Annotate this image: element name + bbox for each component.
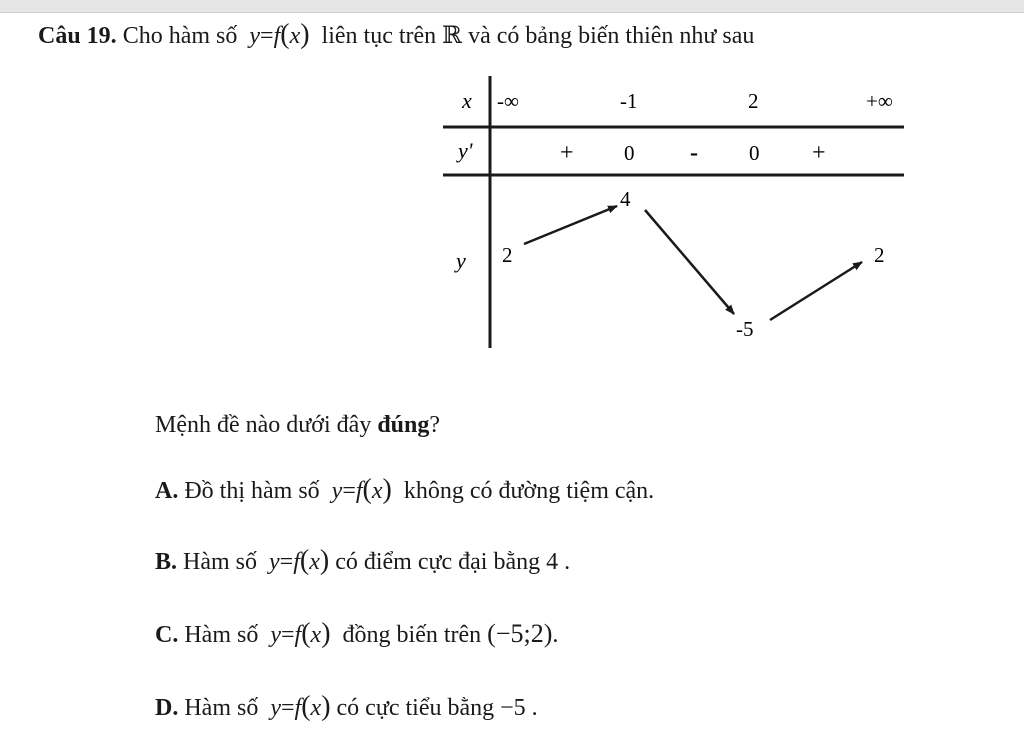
header-x: x <box>462 88 472 113</box>
option-a-text-2: không có đường tiệm cận. <box>403 478 655 504</box>
option-d-label: D. <box>155 695 179 721</box>
sign-plus-1: + <box>560 140 574 166</box>
y-value-left: 2 <box>502 243 513 267</box>
option-d-text-1: Hàm số <box>184 695 259 721</box>
option-a-label: A. <box>155 478 179 504</box>
option-c-interval: (−5;2) <box>487 619 553 648</box>
option-a-function: y=f(x) <box>331 474 392 505</box>
question-label: Câu 19. <box>38 23 117 49</box>
question-text-3: và có bảng biến thiên như sau <box>468 23 755 49</box>
option-d-text-2: có cực tiểu bằng −5 . <box>336 695 538 721</box>
increasing-arrow-1 <box>524 206 617 244</box>
option-b-function: y=f(x) <box>269 545 330 576</box>
prompt-bold: đúng <box>377 412 430 438</box>
y-value-max: 4 <box>620 187 631 211</box>
y-value-right: 2 <box>874 243 885 267</box>
header-y-prime: y' <box>458 138 473 163</box>
option-c[interactable] <box>155 619 558 650</box>
sign-zero-1: 0 <box>624 141 635 165</box>
increasing-arrow-2 <box>770 262 862 320</box>
question-text-1: Cho hàm số <box>122 23 238 49</box>
option-b-text-2: có điểm cực đại bằng 4 . <box>335 549 571 575</box>
option-c-end: . <box>552 622 559 648</box>
prompt-text-2: ? <box>429 412 441 438</box>
question-text-2: liên tục trên <box>321 23 437 49</box>
header-y: y <box>456 248 466 273</box>
option-d-function: y=f(x) <box>270 691 331 722</box>
option-c-text-2: đồng biến trên <box>342 622 482 648</box>
option-a[interactable] <box>155 475 654 506</box>
decreasing-arrow <box>645 210 734 314</box>
option-b[interactable] <box>155 546 570 577</box>
sign-plus-2: + <box>812 140 826 166</box>
function-expression: y=f(x) <box>249 19 310 50</box>
option-b-text-1: Hàm số <box>183 549 258 575</box>
x-value-two: 2 <box>748 89 759 113</box>
option-c-function: y=f(x) <box>270 618 331 649</box>
sign-zero-2: 0 <box>749 141 760 165</box>
x-value-neg-one: -1 <box>620 89 638 113</box>
option-a-text-1: Đồ thị hàm số <box>184 478 320 504</box>
prompt-text-1: Mệnh đề nào dưới đây <box>155 412 372 438</box>
x-value-pos-infinity: +∞ <box>866 89 893 113</box>
option-b-label: B. <box>155 549 178 575</box>
option-c-text-1: Hàm số <box>184 622 259 648</box>
real-set-symbol: ℝ <box>442 23 463 49</box>
y-value-min: -5 <box>736 317 754 341</box>
sign-minus: - <box>690 140 698 166</box>
option-d[interactable] <box>155 692 538 723</box>
prompt-line <box>155 410 440 440</box>
option-c-label: C. <box>155 622 179 648</box>
x-value-neg-infinity: -∞ <box>497 89 519 113</box>
